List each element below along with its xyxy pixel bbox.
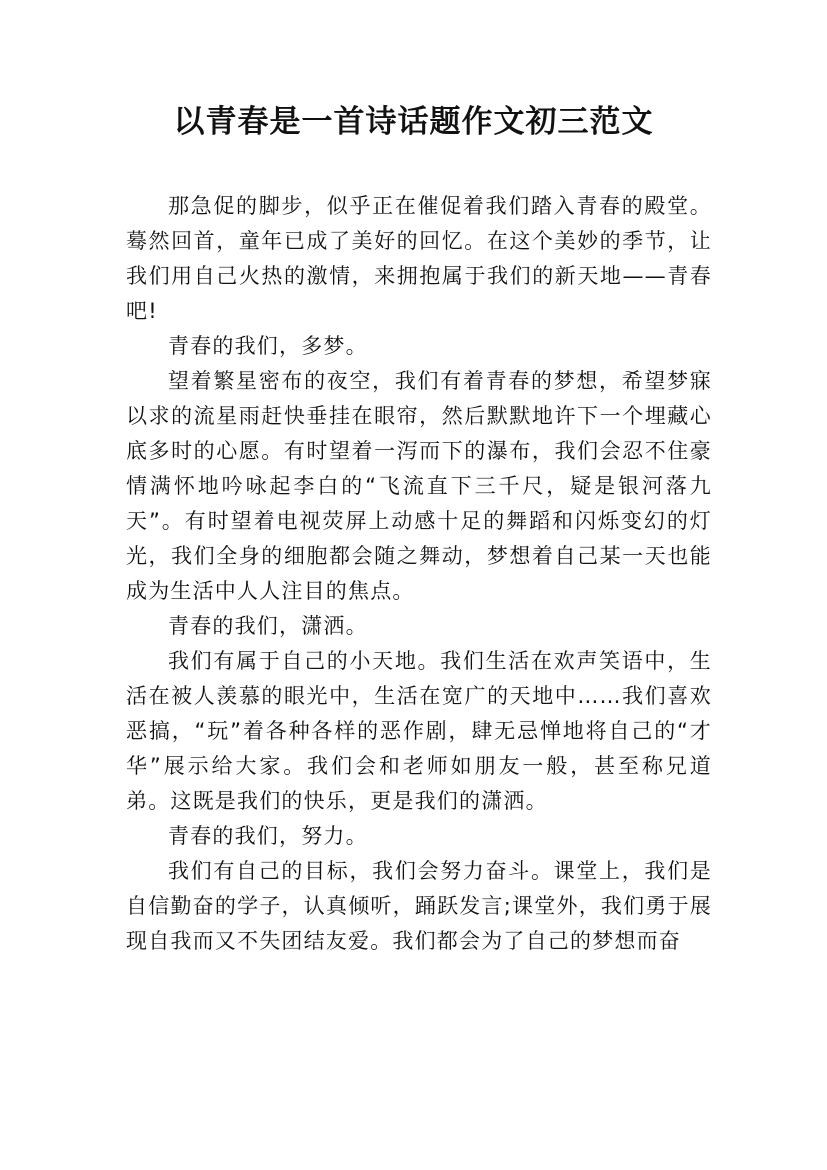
document-body <box>126 189 712 959</box>
paragraph: 青春的我们，多梦。 <box>168 334 368 358</box>
paragraph: 望着繁星密布的夜空，我们有着青春的梦想，希望梦寐以求的流星雨赶快垂挂在眼帘，然后默默地许下一个埋藏心底多时的心愿。有时望着一泻而下的瀑布，我们会忍不住豪情满怀地吟咏起李白的“飞流直下三千尺，疑是银河落九天”。有时望着电视荧屏上动感十足的舞蹈和闪烁变幻的灯光，我们全身的细胞都会随之舞动，梦想着自己某一天也能成为生活中人人注目的焦点。 <box>126 369 712 603</box>
paragraph: 青春的我们，潇洒。 <box>168 614 368 638</box>
document-title: 以青春是一首诗话题作文初三范文 <box>173 104 654 140</box>
paragraph: 那急促的脚步，似乎正在催促着我们踏入青春的殿堂。蓦然回首，童年已成了美好的回忆。在这个美妙的季节，让我们用自己火热的激情，来拥抱属于我们的新天地——青春吧! <box>126 194 712 323</box>
paragraph: 我们有自己的目标，我们会努力奋斗。课堂上，我们是自信勤奋的学子，认真倾听，踊跃发言;课堂外，我们勇于展现自我而又不失团结友爱。我们都会为了自己的梦想而奋 <box>126 859 712 953</box>
paragraph: 我们有属于自己的小天地。我们生活在欢声笑语中，生活在被人羡慕的眼光中，生活在宽广的天地中……我们喜欢恶搞，“玩”着各种各样的恶作剧，肆无忌惮地将自己的“才华”展示给大家。我们会和老师如朋友一般，甚至称兄道弟。这既是我们的快乐，更是我们的潇洒。 <box>126 649 712 813</box>
paragraph: 青春的我们，努力。 <box>168 824 368 848</box>
